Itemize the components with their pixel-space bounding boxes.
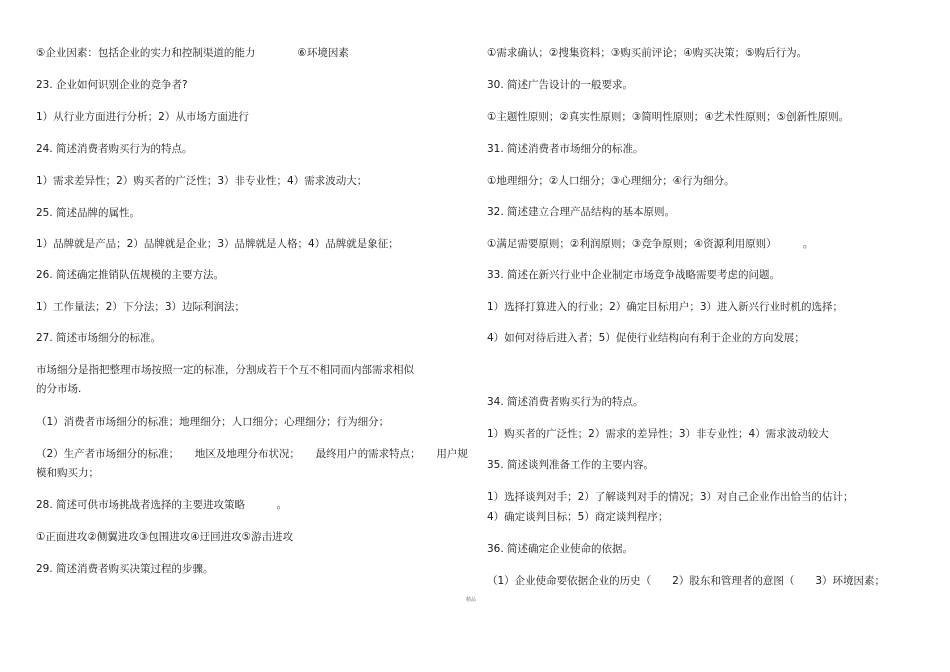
question-heading: 29. 简述消费者购买决策过程的步骤。	[36, 563, 214, 575]
answer-line: 的分市场.	[36, 383, 82, 395]
answer-line: （1）消费者市场细分的标准；地理细分；人口细分；心理细分；行为细分；	[36, 416, 390, 428]
answer-line: 1）选择谈判对手；2）了解谈判对手的情况；3）对自己企业作出恰当的估计；	[487, 491, 854, 503]
answer-line: ①需求确认；②搜集资料；③购买前评论；④购买决策；⑤购后行为。	[487, 47, 808, 59]
answer-line: 1）品牌就是产品；2）品牌就是企业；3）品牌就是人格；4）品牌就是象征；	[36, 238, 399, 250]
answer-line: 模和购买力；	[36, 467, 99, 479]
question-heading: 30. 简述广告设计的一般要求。	[487, 79, 634, 91]
answer-line: 1）需求差异性；2）购买者的广泛性；3）非专业性；4）需求波动大；	[36, 175, 368, 187]
text-line: ⑤企业因素：包括企业的实力和控制渠道的能力 ⑥环境因素	[36, 47, 349, 59]
answer-line: ①地理细分；②人口细分；③心理细分；④行为细分。	[487, 175, 735, 187]
answer-line: ①主题性原则；②真实性原则；③简明性原则；④艺术性原则；⑤创新性原则。	[487, 111, 850, 123]
answer-line: （1）企业使命要依据企业的历史（ 2）股东和管理者的意图（ 3）环境因素；	[487, 575, 886, 587]
question-heading: 27. 简述市场细分的标准。	[36, 332, 162, 344]
question-heading: 32. 简述建立合理产品结构的基本原则。	[487, 206, 676, 218]
question-heading: 23. 企业如何识别企业的竞争者?	[36, 79, 188, 91]
question-heading: 35. 简述谈判准备工作的主要内容。	[487, 459, 655, 471]
answer-line: 1）从行业方面进行分析；2）从市场方面进行	[36, 111, 249, 123]
question-heading: 26. 简述确定推销队伍规模的主要方法。	[36, 269, 225, 281]
answer-line: ①正面进攻②侧翼进攻③包围进攻④迂回进攻⑤游击进攻	[36, 531, 294, 543]
question-heading: 33. 简述在新兴行业中企业制定市场竞争战略需要考虑的问题。	[487, 269, 781, 281]
answer-line: 1）购买者的广泛性；2）需求的差异性；3）非专业性；4）需求波动较大	[487, 428, 829, 440]
question-heading: 25. 简述品牌的属性。	[36, 207, 141, 219]
question-heading: 24. 简述消费者购买行为的特点。	[36, 143, 193, 155]
answer-line: 4）如何对待后进入者；5）促使行业结构向有利于企业的方向发展；	[487, 332, 805, 344]
page-footer: 精品	[466, 597, 477, 603]
answer-line: 4）确定谈判目标；5）商定谈判程序；	[487, 511, 669, 523]
answer-line: 1）工作量法；2）下分法；3）边际利润法；	[36, 301, 246, 313]
answer-line: （2）生产者市场细分的标准； 地区及地理分布状况； 最终用户的需求特点； 用户规	[36, 448, 468, 460]
question-heading: 36. 简述确定企业使命的依据。	[487, 543, 634, 555]
answer-line: 市场细分是指把整理市场按照一定的标准，分割成若干个互不相同而内部需求相似	[36, 364, 414, 376]
question-heading: 34. 简述消费者购买行为的特点。	[487, 396, 644, 408]
question-heading: 28. 简述可供市场挑战者选择的主要进攻策略 。	[36, 499, 288, 511]
answer-line: 1）选择打算进入的行业；2）确定目标用户；3）进入新兴行业时机的选择；	[487, 301, 844, 313]
question-heading: 31. 简述消费者市场细分的标准。	[487, 143, 644, 155]
answer-line: ①满足需要原则；②利润原则；③竞争原则；④资源利用原则） 。	[487, 238, 814, 250]
